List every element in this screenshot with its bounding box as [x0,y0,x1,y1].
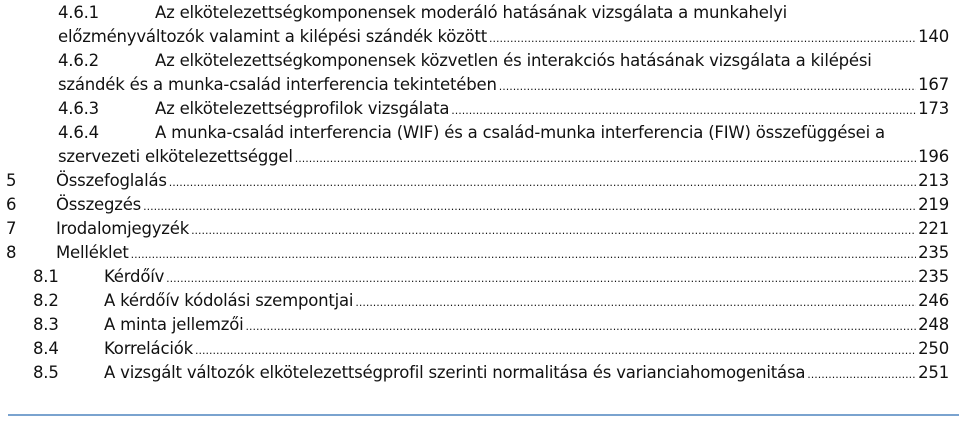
toc-page-number: 213 [918,171,949,190]
toc-entry-8-1[interactable] [0,265,959,289]
toc-entry-8-4[interactable] [0,337,959,361]
toc-leader-dots [169,169,916,195]
toc-title: Korrelációk [104,339,193,358]
toc-title-line2: szervezeti elkötelezettséggel [58,147,293,166]
toc-leader-dots [131,241,916,267]
toc-number: 8.4 [33,339,59,358]
toc-page-number: 221 [918,219,949,238]
toc-leader-dots [807,361,916,387]
toc-title-line2: szándék és a munka-család interferencia tekintetében [58,75,497,94]
toc-title-line1: Az elkötelezettségkomponensek moderáló hatásának vizsgálata a munkahelyi [155,3,788,22]
toc-number: 8.3 [33,315,59,334]
toc-entry-7[interactable] [0,217,959,241]
toc-number: 8.5 [33,363,59,382]
toc-leader-dots [143,193,916,219]
toc-title: Összefoglalás [56,171,167,190]
toc-title: Irodalomjegyzék [56,219,190,238]
toc-page-number: 235 [918,243,949,262]
toc-page-number: 248 [918,315,949,334]
toc-title: A kérdőív kódolási szempontjai [104,291,354,310]
toc-entry-4-6-1-cont[interactable] [0,25,959,49]
toc-page-number: 173 [918,99,949,118]
toc-leader-dots [246,313,917,339]
toc-page-number: 250 [918,339,949,358]
toc-number: 4.6.4 [58,123,99,142]
toc-entry-4-6-4-cont[interactable] [0,145,959,169]
toc-leader-dots [191,217,916,243]
toc-page-number: 251 [918,363,949,382]
toc-leader-dots [355,289,916,315]
toc-leader-dots [489,25,916,51]
toc-page-number: 140 [918,27,949,46]
toc-number: 8.2 [33,291,59,310]
toc-title-line2: előzményváltozók valamint a kilépési szándék között [58,27,488,46]
toc-number: 8.1 [33,267,59,286]
toc-page-number: 167 [918,75,949,94]
toc-number: 4.6.3 [58,99,99,118]
toc-number: 5 [6,171,17,190]
toc-number: 4.6.2 [58,51,99,70]
toc-title: A vizsgált változók elkötelezettségprofil szerinti normalitása és varianciahomogenitása [104,363,806,382]
toc-entry-4-6-4[interactable] [0,121,959,145]
footer-divider [8,414,959,416]
toc-entry-4-6-1[interactable] [0,1,959,25]
toc-leader-dots [451,97,916,123]
toc-title-line1: A munka-család interferencia (WIF) és a család-munka interferencia (FIW) összefüggései a [155,123,885,142]
toc-entry-4-6-2-cont[interactable] [0,73,959,97]
toc-number: 4.6.1 [58,3,99,22]
toc-entry-4-6-2[interactable] [0,49,959,73]
toc-entry-8-5[interactable] [0,361,959,385]
toc-leader-dots [195,337,916,363]
toc-number: 6 [6,195,17,214]
toc-entry-5[interactable] [0,169,959,193]
toc-title-line1: Az elkötelezettségkomponensek közvetlen és interakciós hatásának vizsgálata a kilépési [155,51,872,70]
toc-leader-dots [499,73,916,99]
toc-page-number: 196 [918,147,949,166]
toc-entry-8-3[interactable] [0,313,959,337]
toc-number: 7 [6,219,17,238]
toc-title: A minta jellemzői [104,315,244,334]
toc-entry-8-2[interactable] [0,289,959,313]
toc-number: 8 [6,243,17,262]
toc-title: Az elkötelezettségprofilok vizsgálata [155,99,450,118]
toc-title: Melléklet [56,243,129,262]
toc-title: Összegzés [56,195,142,214]
toc-entry-6[interactable] [0,193,959,217]
toc-entry-4-6-3[interactable] [0,97,959,121]
toc-leader-dots [166,265,916,291]
toc-page-number: 219 [918,195,949,214]
toc-page-number: 246 [918,291,949,310]
toc-page-number: 235 [918,267,949,286]
toc-leader-dots [295,145,916,171]
toc-entry-8[interactable] [0,241,959,265]
toc-title: Kérdőív [104,267,165,286]
